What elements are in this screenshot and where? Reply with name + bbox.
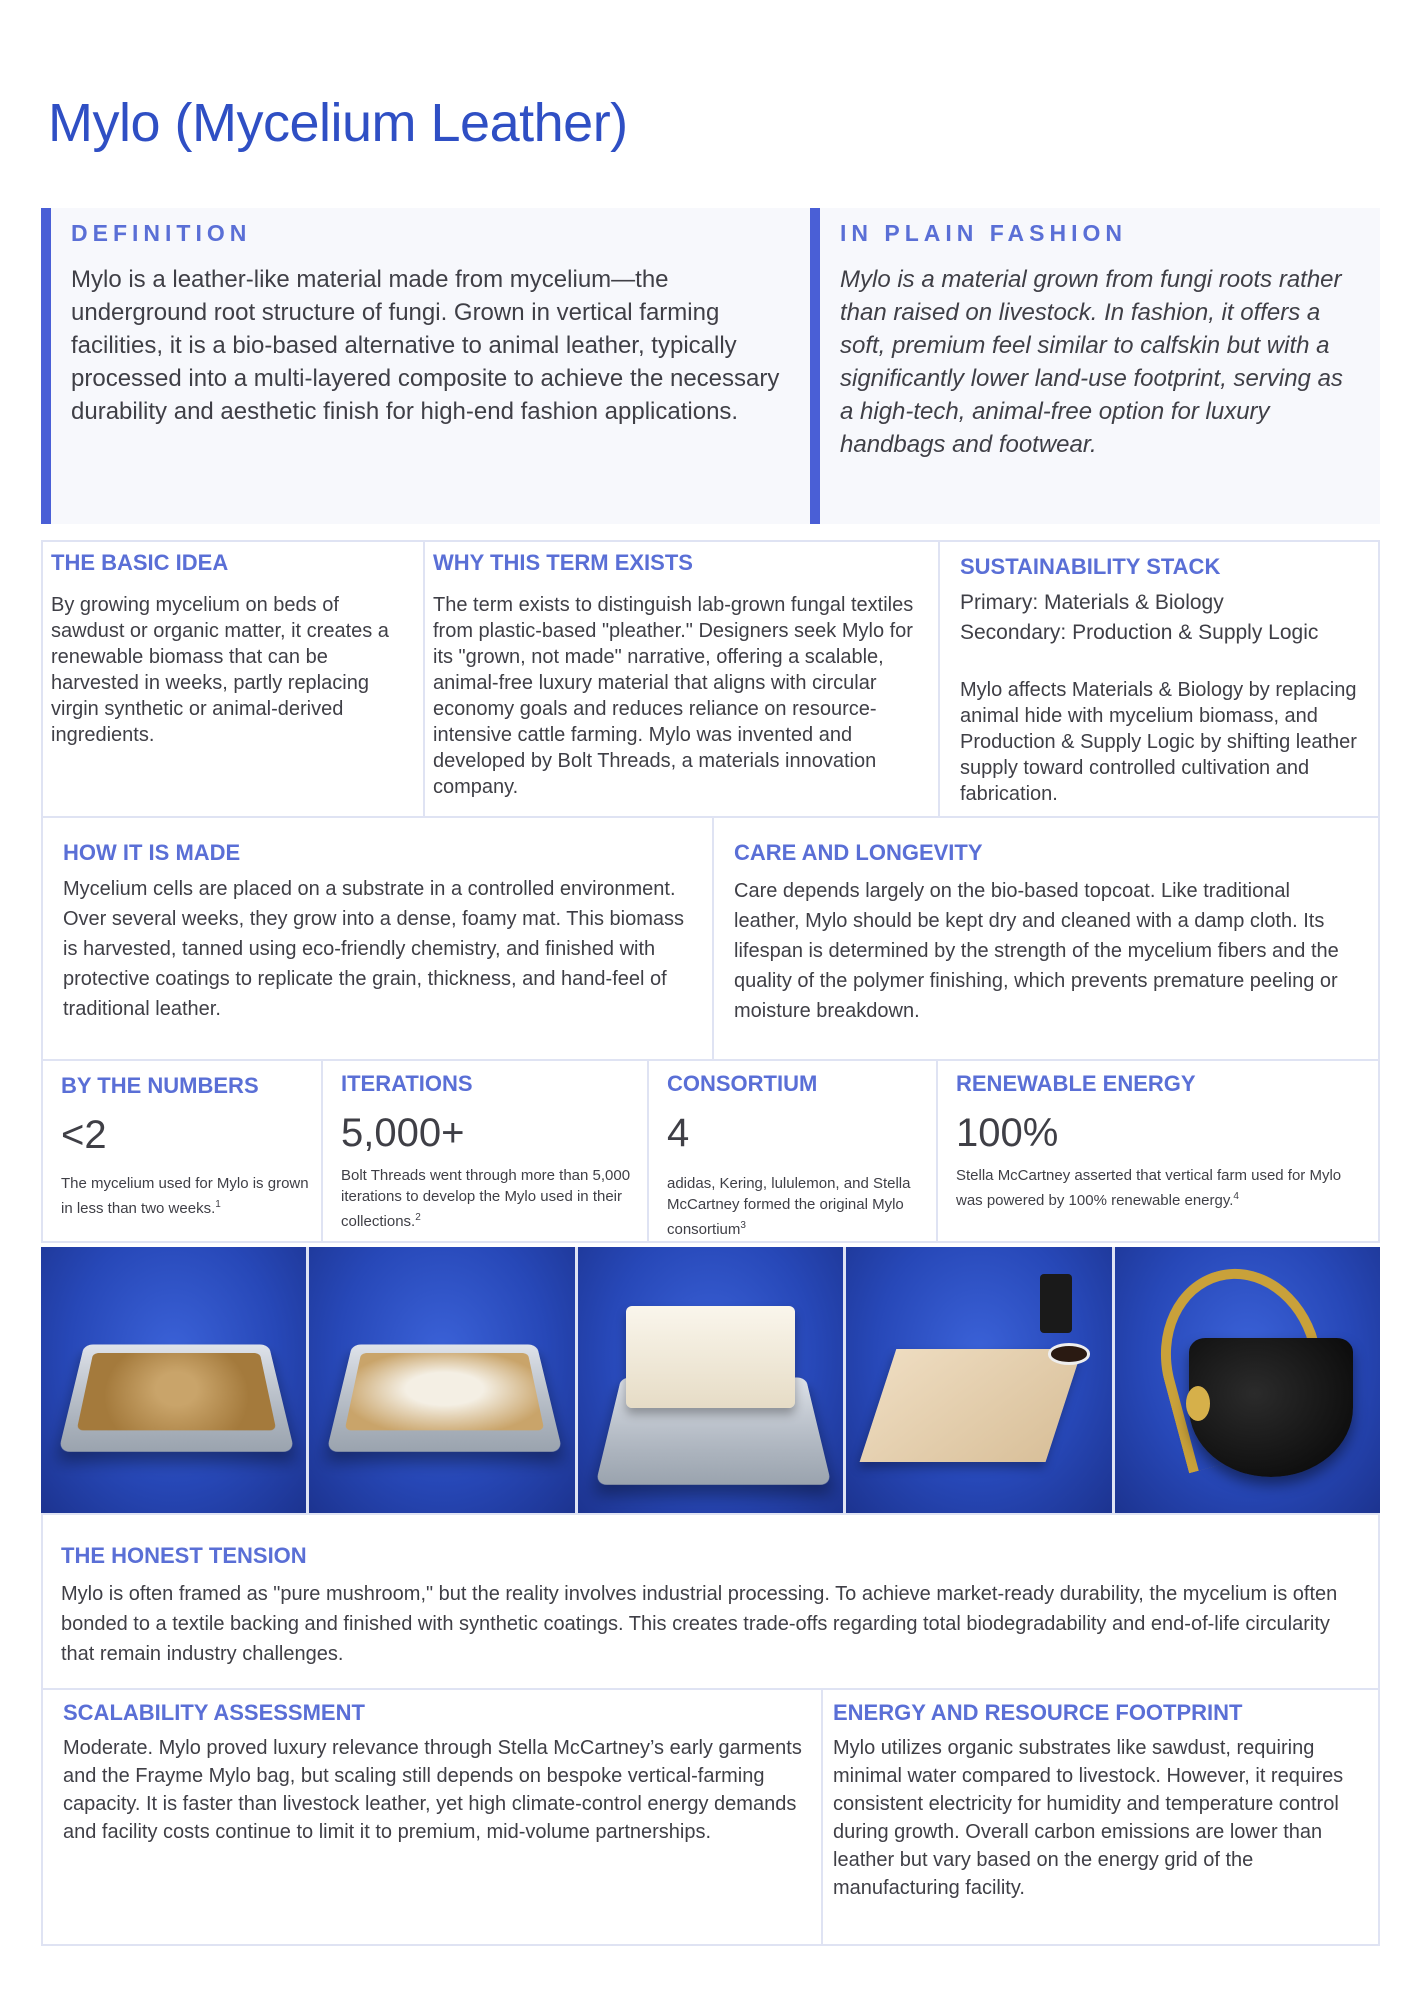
stat-consortium <box>647 1059 938 1243</box>
stat-description: The mycelium used for Mylo is grown in less than two weeks.$^1$ <box>61 1175 309 1217</box>
plain-fashion-panel <box>810 208 1380 524</box>
stat-heading: RENEWABLE ENERGY <box>956 1071 1196 1096</box>
how-made-text: Mycelium cells are placed on a substrate in a controlled environment. Over several weeks, they grow into a dense, foamy mat. This biomass is harvested, tanned using eco-friendly chemistry, and finished with protective coatings to replicate the grain, thickness, and hand-feel of traditional leather. <box>63 878 685 1020</box>
photo-leather-sheet <box>846 1247 1111 1515</box>
page-title: Mylo (Mycelium Leather) <box>48 93 628 153</box>
why-term-card <box>423 540 940 818</box>
energy-footprint-heading: ENERGY AND RESOURCE FOOTPRINT <box>833 1700 1243 1725</box>
photo-handbag <box>1115 1247 1380 1515</box>
basic-idea-card <box>41 540 425 818</box>
process-photo-strip <box>41 1247 1380 1515</box>
basic-idea-heading: THE BASIC IDEA <box>51 550 229 575</box>
sustainability-card <box>938 540 1380 818</box>
why-term-text: The term exists to distinguish lab-grown fungal textiles from plastic-based "pleather." Designers seek Mylo for its "grown, not made" narrative, offering a scalable, animal-free luxury material that aligns with circular economy goals and reduces reliance on resource-intensive cattle farming. Mylo was invented and developed by Bolt Threads, a materials innovation company. <box>433 594 914 798</box>
energy-footprint-card <box>821 1688 1380 1946</box>
stat-heading: CONSORTIUM <box>667 1071 818 1096</box>
care-card <box>712 816 1380 1061</box>
how-made-heading: HOW IT IS MADE <box>63 840 241 865</box>
why-term-heading: WHY THIS TERM EXISTS <box>433 550 693 575</box>
sustainability-heading: SUSTAINABILITY STACK <box>960 554 1221 579</box>
handbag-image <box>1189 1338 1354 1477</box>
sustainability-text: Mylo affects Materials & Biology by replacing animal hide with mycelium biomass, and Production & Supply Logic by shifting leather supply toward controlled cultivation and fabrication. <box>960 679 1357 805</box>
leather-sheet-image <box>860 1349 1082 1462</box>
basic-idea-text: By growing mycelium on beds of sawdust or organic matter, it creates a renewable biomass that can be harvested in weeks, partly replacing virgin synthetic or animal-derived ingredients. <box>51 594 389 746</box>
scalability-card <box>41 1688 823 1946</box>
stat-value: <2 <box>61 1113 107 1157</box>
tray-image <box>58 1345 294 1452</box>
energy-footprint-text: Mylo utilizes organic substrates like sawdust, requiring minimal water compared to livestock. However, it requires consistent electricity for humidity and temperature control during growth. Overall carbon emissions are lower than leather but vary based on the energy grid of the manufacturing facility. <box>833 1737 1344 1899</box>
honest-tension-text: Mylo is often framed as "pure mushroom," but the reality involves industrial processing. To achieve market-ready durability, the mycelium is often bonded to a textile backing and finished with synthetic coatings. This creates trade-offs regarding total biodegradability and end-of-life circularity that remain industry challenges. <box>61 1583 1338 1665</box>
care-heading: CARE AND LONGEVITY <box>734 840 983 865</box>
sustainability-secondary: Secondary: Production & Supply Logic <box>960 621 1319 644</box>
stat-description: Stella McCartney asserted that vertical farm used for Mylo was powered by 100% renewable energy.$^4$ <box>956 1167 1342 1209</box>
stat-heading: BY THE NUMBERS <box>61 1073 259 1098</box>
stat-iterations <box>321 1059 649 1243</box>
plain-fashion-text: Mylo is a material grown from fungi roots rather than raised on livestock. In fashion, it offers a soft, premium feel similar to calfskin but with a significantly lower land-use footprint, serving as a high-tech, animal-free option for luxury handbags and footwear. <box>840 266 1343 458</box>
stat-value: 5,000+ <box>341 1111 465 1155</box>
stat-description: adidas, Kering, lululemon, and Stella McCartney formed the original Mylo consortium$^3$ <box>667 1175 911 1238</box>
stat-description: Bolt Threads went through more than 5,000 iterations to develop the Mylo used in their collections.$^2$ <box>341 1167 631 1230</box>
scalability-heading: SCALABILITY ASSESSMENT <box>63 1700 365 1725</box>
dye-dish-image <box>1048 1343 1090 1364</box>
photo-mycelium-block <box>578 1247 843 1515</box>
sustainability-primary: Primary: Materials & Biology <box>960 591 1224 614</box>
how-made-card <box>41 816 714 1061</box>
mycelium-block-image <box>626 1306 796 1408</box>
stat-by-the-numbers <box>41 1059 323 1243</box>
honest-tension-heading: THE HONEST TENSION <box>61 1543 307 1568</box>
stat-value: 4 <box>667 1111 690 1155</box>
tray-image <box>327 1345 563 1452</box>
bottle-image <box>1040 1274 1072 1333</box>
stat-value: 100% <box>956 1111 1059 1155</box>
care-text: Care depends largely on the bio-based topcoat. Like traditional leather, Mylo should be kept dry and cleaned with a damp cloth. Its lifespan is determined by the strength of the mycelium fibers and the quality of the polymer finishing, which prevents premature peeling or moisture breakdown. <box>734 880 1339 1022</box>
scalability-text: Moderate. Mylo proved luxury relevance through Stella McCartney’s early garments and the Frayme Mylo bag, but scaling still depends on bespoke vertical-farming capacity. It is faster than livestock leather, yet high climate-control energy demands and facility costs continue to limit it to premium, mid-volume partnerships. <box>63 1737 802 1843</box>
photo-mycelium-growing <box>309 1247 574 1515</box>
honest-tension-card <box>41 1513 1380 1690</box>
stat-heading: ITERATIONS <box>341 1071 473 1096</box>
definition-text: Mylo is a leather-like material made from mycelium—the underground root structure of fungi. Grown in vertical farming facilities, it is a bio-based alternative to animal leather, typically processed into a multi-layered composite to achieve the necessary durability and aesthetic finish for high-end fashion applications. <box>71 266 780 425</box>
definition-panel <box>41 208 811 524</box>
photo-sawdust-tray <box>41 1247 306 1515</box>
definition-label: DEFINITION <box>71 220 252 246</box>
stat-renewable-energy <box>936 1059 1380 1243</box>
plain-fashion-label: IN PLAIN FASHION <box>840 220 1128 246</box>
